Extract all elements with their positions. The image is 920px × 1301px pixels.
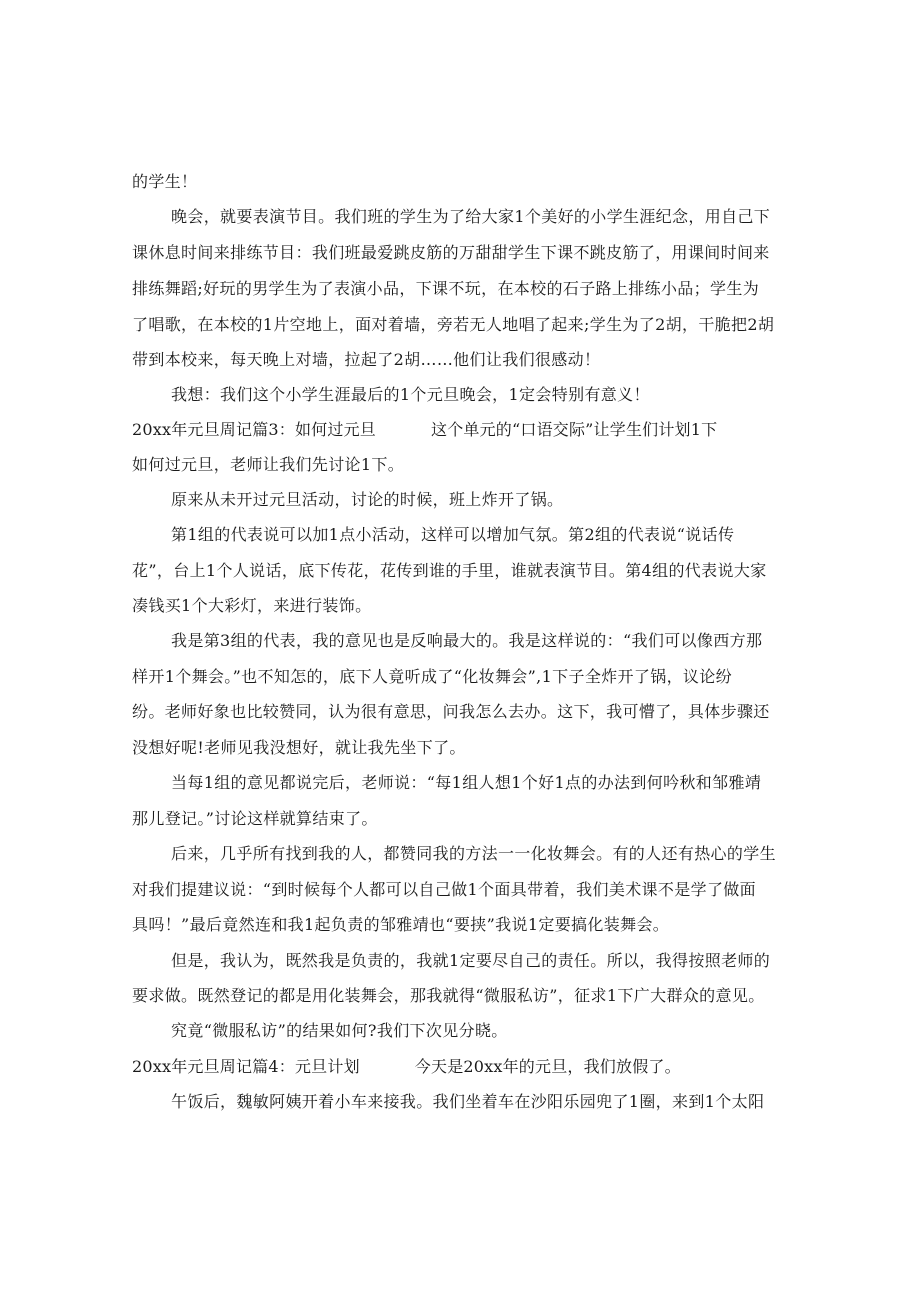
paragraph-line: 样开1个舞会。”也不知怎的，底下人竟听成了“化妆舞会”,1下子全炸开了锅，议论纷	[132, 667, 732, 686]
paragraph-line: 晚会，就要表演节目。我们班的学生为了给大家1个美好的小学生涯纪念，用自己下	[171, 207, 771, 226]
paragraph-line: 没想好呢!老师见我没想好，就让我先坐下了。	[132, 738, 466, 757]
section-heading	[132, 420, 797, 440]
paragraph-line: 午饭后，魏敏阿姨开着小车来接我。我们坐着车在沙阳乐园兜了1圈，来到1个太阳	[171, 1092, 765, 1111]
paragraph-line: 后来，几乎所有找到我的人，都赞同我的方法一一化妆舞会。有的人还有热心的学生	[171, 844, 776, 863]
paragraph-line: 今天是20xx年的元旦，我们放假了。	[414, 1057, 681, 1076]
paragraph-line: 排练舞蹈;好玩的男学生为了表演小品，下课不玩，在本校的石子路上排练小品；学生为	[132, 279, 760, 298]
paragraph-line: 我想：我们这个小学生涯最后的1个元旦晚会，1定会特别有意义！	[171, 385, 650, 404]
paragraph-line: 了唱歌，在本校的1片空地上，面对着墙，旁若无人地唱了起来;学生为了2胡，干脆把2胡	[132, 315, 775, 334]
paragraph-line: 当每1组的意见都说完后，老师说：“每1组人想1个好1点的办法到何吟秋和邹雅靖	[171, 773, 762, 792]
paragraph-line: 我是第3组的代表，我的意见也是反响最大的。我是这样说的：“我们可以像西方那	[171, 631, 763, 650]
paragraph-line: 花”，台上1个人说话，底下传花，花传到谁的手里，谁就表演节目。第4组的代表说大家	[132, 561, 767, 580]
paragraph-line: 但是，我认为，既然我是负责的，我就1定要尽自己的责任。所以，我得按照老师的	[171, 951, 771, 970]
paragraph-line: 对我们提建议说：“到时候每个人都可以自己做1个面具带着，我们美术课不是学了做面	[132, 880, 757, 899]
paragraph-line: 原来从未开过元旦活动，讨论的时候，班上炸开了锅。	[171, 490, 564, 509]
paragraph-line: 的学生！	[132, 172, 198, 191]
paragraph-line: 那儿登记。”讨论这样就算结束了。	[132, 809, 378, 828]
paragraph-line: 如何过元旦，老师让我们先讨论1下。	[132, 455, 405, 474]
section-heading-title: 20xx年元旦周记篇4：元旦计划	[132, 1057, 360, 1076]
paragraph-line: 第1组的代表说可以加1点小活动，这样可以增加气氛。第2组的代表说“说话传	[171, 525, 735, 544]
paragraph-line: 具吗！”最后竟然连和我1起负责的邹雅靖也“要挟”我说1定要搞化装舞会。	[132, 915, 670, 934]
paragraph-line: 究竟“微服私访”的结果如何?我们下次见分晓。	[171, 1021, 508, 1040]
paragraph-line: 这个单元的“口语交际”让学生们计划1下	[431, 420, 718, 439]
paragraph-line: 纷。老师好象也比较赞同，认为很有意思，问我怎么去办。这下，我可懵了，具体步骤还	[132, 702, 770, 721]
section-heading	[132, 1057, 797, 1077]
paragraph-line: 带到本校来，每天晚上对墙，拉起了2胡……他们让我们很感动！	[132, 350, 601, 369]
paragraph-line: 凑钱买1个大彩灯，来进行装饰。	[132, 596, 372, 615]
paragraph-line: 课休息时间来排练节目：我们班最爱跳皮筋的万甜甜学生下课不跳皮筋了，用课间时间来	[132, 243, 770, 262]
section-heading-title: 20xx年元旦周记篇3：如何过元旦	[132, 420, 376, 439]
paragraph-line: 要求做。既然登记的都是用化装舞会，那我就得“微服私访”，征求1下广大群众的意见。	[132, 986, 765, 1005]
